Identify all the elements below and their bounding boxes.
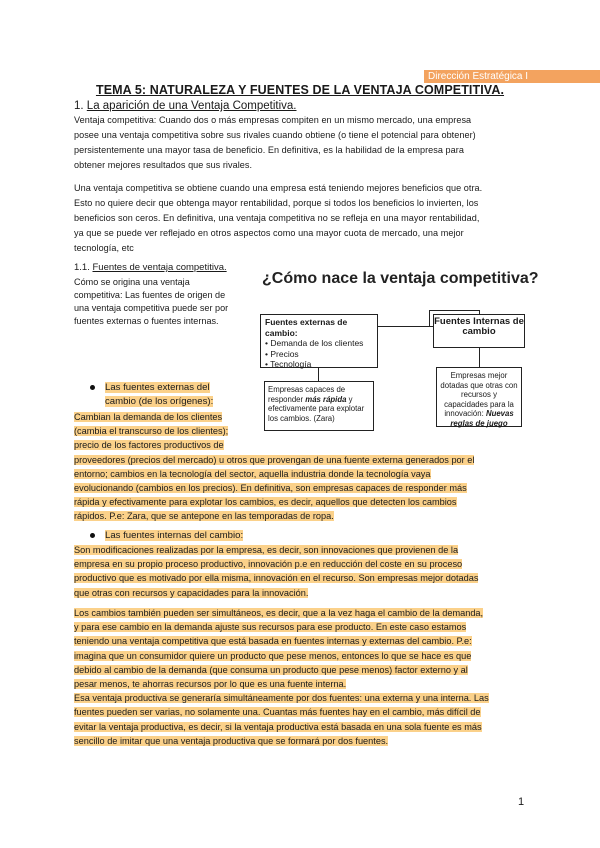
diagram-title: ¿Cómo nace la ventaja competitiva? (262, 270, 539, 287)
text-line: persistentemente una mayor tasa de beneficio. En definitiva, es la habilidad de la empresa para (74, 145, 464, 155)
text-line: teniendo una ventaja competitiva que está basada en fuentes internas y externas del cambio. P.e: (74, 636, 472, 647)
text-line: Cómo se origina una ventaja (74, 277, 190, 287)
text-line: rápidos. P.e: Zara, que se antepone en las temporadas de ropa. (74, 511, 334, 522)
text-line: obtener mejores resultados que sus rivales. (74, 160, 253, 170)
bullet-text: Las fuentes internas del cambio: (105, 530, 244, 541)
external-sources-text (74, 410, 474, 524)
external-item: • Tecnología (265, 359, 312, 369)
text-line: rápida y efectivamente para explotar los cambios, es decir, aquellos que detecten los cambios (74, 497, 457, 508)
text-line: Ventaja competitiva: Cuando dos o más empresas compiten en un mismo mercado, una empresa (74, 115, 472, 125)
text-line: evitar la ventaja productiva, es decir, si la ventaja productiva está basada en una sola fuente es más (74, 721, 482, 732)
text-line: Cambian la demanda de los clientes (74, 412, 223, 422)
innovation-emphasis: Nuevas reglas de juego (450, 409, 514, 428)
text-line: Esa ventaja productiva se generaría simultáneamente por dos fuentes: una externa y una interna. Las (74, 693, 489, 704)
text-line: ya que se puede ver reflejado en otros aspectos como una mayor cuota de mercado, una mejor (74, 228, 464, 238)
bullet-text: Las fuentes externas del (105, 382, 210, 393)
section-title: La aparición de una Ventaja Competitiva. (86, 100, 297, 112)
competitive-advantage-diagram (258, 270, 539, 432)
text-line: imagina que un consumidor quiere un producto que pese menos, entonces lo que se hace es que (74, 650, 472, 661)
paragraph-explanation (74, 181, 526, 256)
text-line: tecnología, etc (74, 243, 134, 253)
innovation-text: Empresas mejor dotadas que otras con recursos y capacidades para la innovación: (440, 371, 518, 418)
text-line: Una ventaja competitiva se obtiene cuando una empresa está teniendo mejores beneficios que otra. (74, 183, 483, 193)
section-number: 1. (74, 100, 87, 112)
text-line: proveedores (precios del mercado) u otros que provengan de una fuente externa generados por el (74, 454, 475, 465)
text-line: evolucionando (cambios en los precios). En definitiva, son empresas capaces de responder más (74, 483, 467, 494)
subsection-title: Fuentes de ventaja competitiva. (92, 262, 227, 273)
bullet-external (90, 381, 210, 395)
text-line: que otras con recursos y capacidades para la innovación. (74, 587, 309, 598)
text-line: empresa en su propio proceso productivo, innovación p.e en reducción del coste en su proceso (74, 559, 463, 570)
text-line: fuentes pueden ser varias, no solamente una. Cuantas más fuentes hay en el cambio, más difícil de (74, 707, 481, 718)
connector-line (429, 310, 430, 327)
text-line: beneficios son ceros. En definitiva, una ventaja competitiva no se refleja en una mayor rentabilidad, (74, 213, 480, 223)
external-heading: Fuentes externas de cambio: (265, 317, 348, 338)
simultaneous-sources-text (74, 606, 489, 748)
connector-line (318, 368, 319, 381)
text-line: debido al cambio de la demanda (que consuma un producto que pese menos) factor externo y al (74, 664, 468, 675)
text-line: posee una ventaja competitiva sobre sus rivales cuando obtiene (o tiene el potencial para obtener) (74, 130, 476, 140)
text-line: productivo que es motivado por ella misma, innovación en el recurso. Son empresas mejor dotadas (74, 573, 479, 584)
bullet-text: cambio (de los orígenes): (105, 396, 214, 407)
section-heading (74, 100, 297, 112)
bullet-external-cont (105, 395, 213, 409)
bullet-internal (90, 529, 243, 543)
subsection-heading (74, 262, 227, 273)
text-line: (cambia el transcurso de los clientes); (74, 426, 229, 437)
subsection-number: 1.1. (74, 262, 93, 273)
internal-sources-text (74, 543, 478, 600)
text-line: Esto no quiere decir que obtenga mayor rentabilidad, porque si todos los beneficios lo invierten, los (74, 198, 479, 208)
text-line: pesar menos, te ahorras recursos por lo que es una fuente interna. (74, 679, 347, 690)
paragraph-definition (74, 113, 526, 173)
text-line: y para ese cambio en la demanda ajuste sus recursos para ese producto. En este caso estamos (74, 622, 467, 633)
internal-sources-box: Fuentes Internas de cambio (433, 314, 525, 348)
bullet-dot (90, 385, 95, 390)
page-title: TEMA 5: NATURALEZA Y FUENTES DE LA VENTAJA COMPETITIVA. (95, 83, 505, 97)
responsive-emphasis: más rápida (305, 394, 347, 404)
external-item: • Demanda de los clientes (265, 338, 364, 348)
text-line: precio de los factores productivos de (74, 440, 224, 451)
text-line: una ventaja competitiva puede ser por (74, 303, 229, 313)
text-line: competitiva: Las fuentes de origen de (74, 290, 226, 300)
page-number: 1 (518, 796, 525, 808)
text-line: Los cambios también pueden ser simultáneos, es decir, que a la vez haga el cambio de la demanda, (74, 608, 484, 618)
paragraph-origin (74, 276, 250, 328)
connector-line (429, 310, 480, 311)
text-line: Son modificaciones realizadas por la empresa, es decir, son innovaciones que provienen de la (74, 545, 459, 555)
connector-line (479, 348, 480, 367)
bullet-dot (90, 533, 95, 538)
external-sources-box (260, 314, 378, 368)
responsive-text: Empresas capaces de responder (268, 385, 346, 404)
responsive-text-end: y efectivamente para explotar los cambios. (Zara) (268, 394, 365, 423)
text-line: fuentes externas o fuentes internas. (74, 316, 219, 326)
text-line: sencillo de imitar que una ventaja productiva que se formará por dos fuentes. (74, 735, 389, 746)
text-line: entorno; cambios en la tecnología del sector, aquella industria donde la tecnología vaya (74, 468, 431, 479)
course-tag: Dirección Estratégica I (424, 70, 600, 83)
external-item: • Precios (265, 348, 299, 359)
